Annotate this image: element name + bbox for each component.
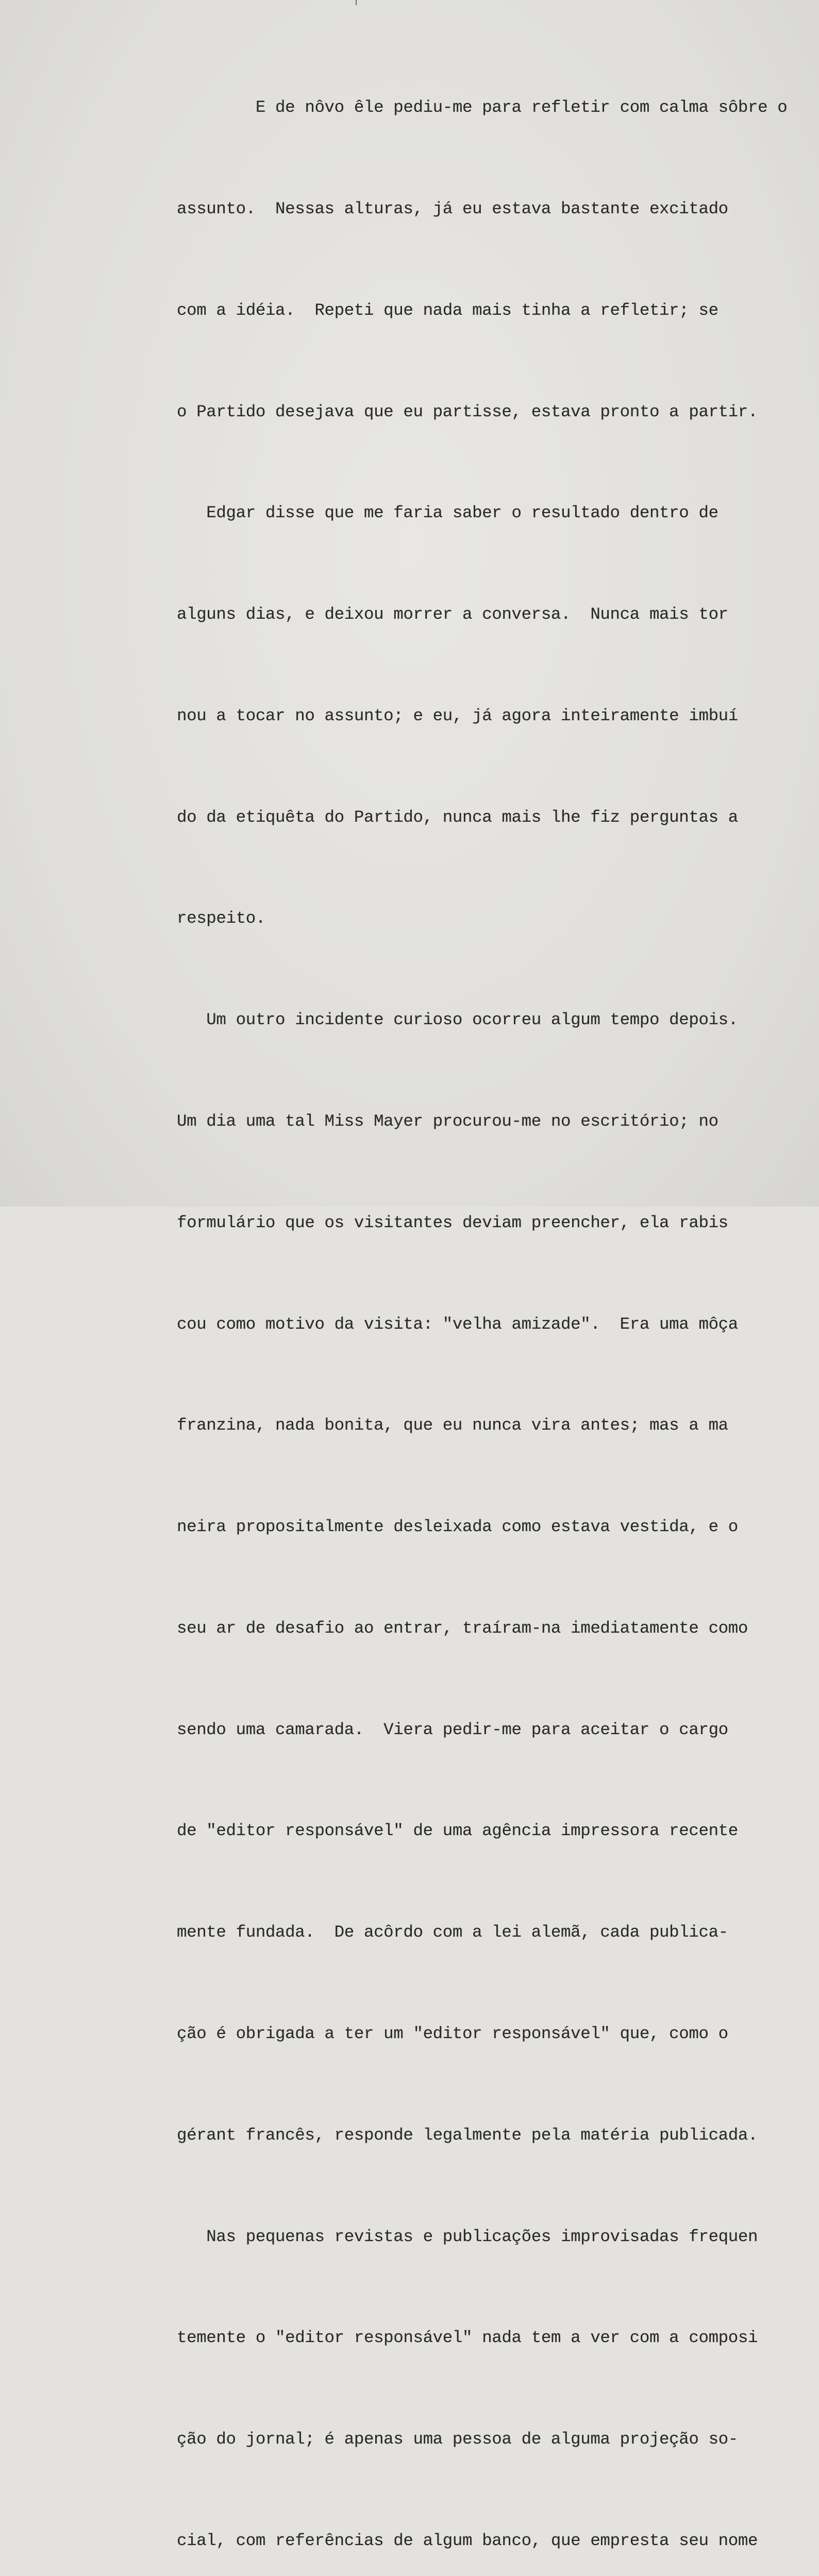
typewritten-text: [177, 23, 788, 2576]
text-line-19: mente fundada. De acôrdo com a lei alemã, cada publica-: [177, 1923, 728, 1942]
text-line-21: gérant francês, responde legalmente pela matéria publicada.: [177, 2125, 758, 2145]
text-line-1: E de nôvo êle pediu-me para refletir com calma sôbre o: [177, 98, 788, 117]
text-line-14: franzina, nada bonita, que eu nunca vira antes; mas a ma: [177, 1416, 728, 1435]
top-edge-mark: [356, 0, 357, 5]
text-line-23: temente o "editor responsável" nada tem a ver com a composi: [177, 2328, 758, 2348]
text-line-18: de "editor responsável" de uma agência impressora recente: [177, 1821, 738, 1841]
text-line-4: o Partido desejava que eu partisse, estava pronto a partir.: [177, 402, 758, 421]
text-line-3: com a idéia. Repeti que nada mais tinha a refletir; se: [177, 300, 718, 320]
text-line-7: nou a tocar no assunto; e eu, já agora inteiramente imbuí: [177, 706, 738, 725]
text-line-16: seu ar de desafio ao entrar, traíram-na imediatamente como: [177, 1618, 748, 1638]
text-line-25: cial, com referências de algum banco, que empresta seu nome: [177, 2531, 758, 2550]
text-line-20: ção é obrigada a ter um "editor responsável" que, como o: [177, 2024, 728, 2044]
text-line-9: respeito.: [177, 909, 265, 928]
text-line-17: sendo uma camarada. Viera pedir-me para aceitar o cargo: [177, 1720, 728, 1739]
text-line-6: alguns dias, e deixou morrer a conversa. Nunca mais tor: [177, 605, 728, 624]
text-line-12: formulário que os visitantes deviam preencher, ela rabis: [177, 1213, 728, 1232]
text-line-22: Nas pequenas revistas e publicações improvisadas frequen: [177, 2227, 758, 2246]
text-line-5: Edgar disse que me faria saber o resultado dentro de: [177, 503, 718, 523]
text-line-8: do da etiquêta do Partido, nunca mais lhe fiz perguntas a: [177, 807, 738, 827]
text-line-13: cou como motivo da visita: "velha amizade". Era uma môça: [177, 1314, 738, 1334]
text-line-2: assunto. Nessas alturas, já eu estava bastante excitado: [177, 199, 728, 218]
text-line-10: Um outro incidente curioso ocorreu algum tempo depois.: [177, 1010, 738, 1030]
text-line-15: neira propositalmente desleixada como estava vestida, e o: [177, 1517, 738, 1537]
text-line-11: Um dia uma tal Miss Mayer procurou-me no escritório; no: [177, 1112, 718, 1131]
text-line-24: ção do jornal; é apenas uma pessoa de alguma projeção so-: [177, 2430, 738, 2449]
